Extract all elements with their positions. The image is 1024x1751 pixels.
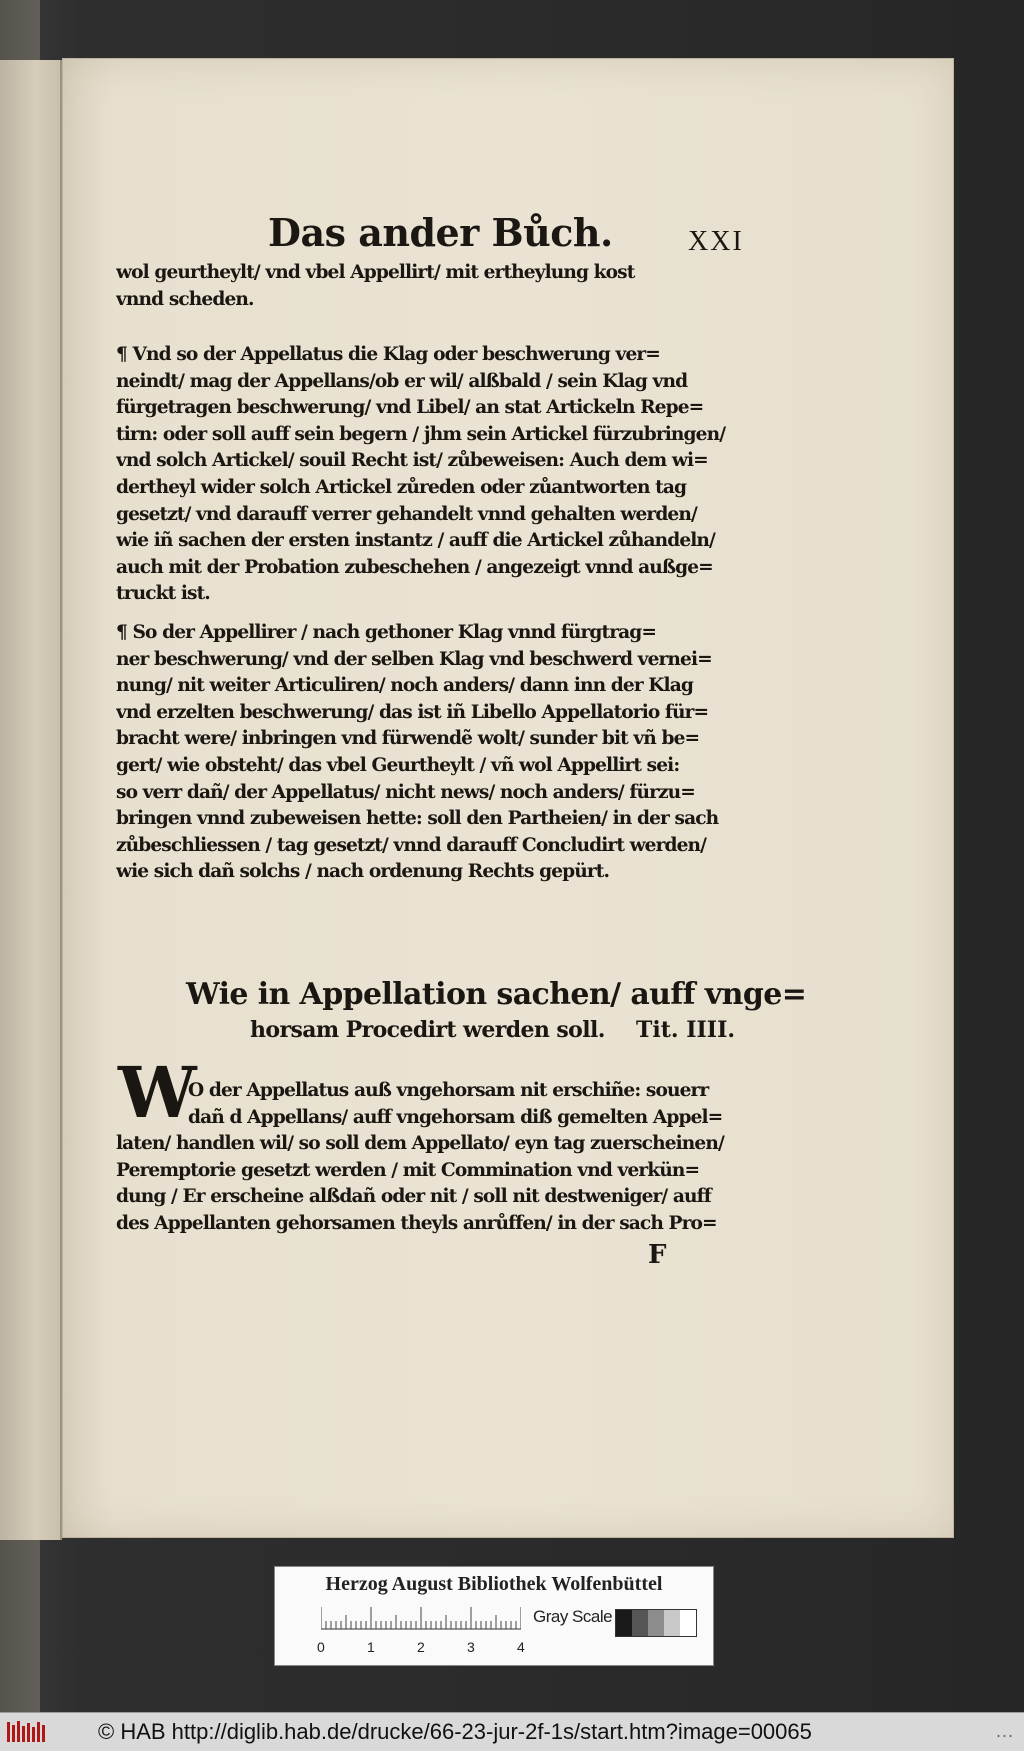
ruler-icon bbox=[321, 1605, 521, 1637]
text-line: Peremptorie gesetzt werden / mit Commination vnd verkün= bbox=[116, 1159, 700, 1181]
footer-url-text[interactable]: © HAB http://diglib.hab.de/drucke/66-23-jur-2f-1s/start.htm?image=00065 bbox=[98, 1719, 812, 1744]
gray-swatch bbox=[616, 1610, 632, 1636]
text-line: vnd solch Artickel/ souil Recht ist/ zůbeweisen: Auch dem wi= bbox=[116, 450, 708, 472]
color-scale-card bbox=[274, 1566, 714, 1666]
heading-line-1: Wie in Appellation sachen/ auff vnge= bbox=[186, 977, 807, 1012]
text-line: wie sich dañ solchs / nach ordenung Rechts gepürt. bbox=[116, 861, 610, 883]
text-block-continuation bbox=[116, 260, 742, 313]
gray-swatch bbox=[648, 1610, 664, 1636]
text-line: fürgetragen beschwerung/ vnd Libel/ an stat Artickeln Repe= bbox=[116, 397, 704, 419]
ruler-label: 0 bbox=[317, 1639, 325, 1655]
library-name: Herzog August Bibliothek Wolfenbüttel bbox=[325, 1573, 663, 1595]
ruler-label: 4 bbox=[517, 1639, 525, 1655]
section-heading bbox=[186, 975, 807, 1045]
drop-cap-initial: W bbox=[118, 1051, 197, 1134]
footer-bar bbox=[0, 1712, 1024, 1751]
more-icon[interactable]: ... bbox=[995, 1721, 1014, 1741]
gray-swatch bbox=[680, 1610, 696, 1636]
text-line: ¶ So der Appellirer / nach gethoner Klag vnnd fürgtrag= bbox=[116, 622, 657, 643]
text-line: dung / Er erscheine alßdañ oder nit / soll nit destweniger/ auff bbox=[116, 1186, 711, 1208]
paragraph-vngehorsam bbox=[116, 1078, 742, 1238]
text-line: des Appellanten gehorsamen theyls anrůffen/ in der sach Pro= bbox=[116, 1212, 717, 1234]
text-line: laten/ handlen wil/ so soll dem Appellato/ eyn tag zuerscheinen/ bbox=[116, 1133, 724, 1155]
text-line: bringen vnnd zubeweisen hette: soll den Partheien/ in der sach bbox=[116, 808, 719, 830]
text-line: dañ d Appellans/ auff vngehorsam diß gemelten Appel= bbox=[188, 1106, 723, 1128]
ruler-label: 2 bbox=[417, 1639, 425, 1655]
running-head: Das ander Bůch. bbox=[268, 210, 613, 255]
ruler-label: 3 bbox=[467, 1639, 475, 1655]
gray-scale-swatches bbox=[615, 1609, 697, 1637]
text-line: bracht were/ inbringen vnd fürwendẽ wolt/ sunder bit vñ be= bbox=[116, 728, 700, 750]
text-line: ner beschwerung/ vnd der selben Klag vnd beschwerd vernei= bbox=[116, 648, 712, 670]
text-line: nung/ nit weiter Articuliren/ noch anders/ dann inn der Klag bbox=[116, 675, 693, 697]
text-line: dertheyl wider solch Artickel zůreden oder zůantworten tag bbox=[116, 476, 687, 498]
paragraph-appellirer bbox=[116, 620, 742, 886]
title-number: Tit. IIII. bbox=[636, 1017, 736, 1043]
text-line: O der Appellatus auß vngehorsam nit erschiñe: souerr bbox=[188, 1080, 709, 1101]
heading-line-2: horsam Procedirt werden soll. bbox=[250, 1017, 605, 1043]
previous-page-edge bbox=[0, 60, 62, 1540]
text-line: tirn: oder soll auff sein begern / jhm sein Artickel fürzubringen/ bbox=[116, 423, 726, 445]
text-line: gert/ wie obsteht/ das vbel Geurtheylt / vñ wol Appellirt sei: bbox=[116, 754, 680, 776]
gray-scale-label: Gray Scale bbox=[533, 1607, 613, 1626]
text-line: so verr dañ/ der Appellatus/ nicht news/ noch anders/ fürzu= bbox=[116, 781, 695, 803]
gray-swatch bbox=[664, 1610, 680, 1636]
text-line: gesetzt/ vnd darauff verrer gehandelt vnnd gehalten werden/ bbox=[116, 503, 697, 525]
folio-number: XXI bbox=[688, 226, 744, 257]
signature-mark: F bbox=[648, 1240, 667, 1270]
text-line: auch mit der Probation zubeschehen / angezeigt vnnd außge= bbox=[116, 556, 713, 578]
text-line: ¶ Vnd so der Appellatus die Klag oder beschwerung ver= bbox=[116, 344, 660, 365]
text-line: wol geurtheylt/ vnd vbel Appellirt/ mit ertheylung kost bbox=[116, 262, 635, 283]
text-line: zůbeschliessen / tag gesetzt/ vnnd darauff Concludirt werden/ bbox=[116, 834, 707, 856]
text-line: vnd erzelten beschwerung/ das ist iñ Libello Appellatorio für= bbox=[116, 701, 709, 723]
text-line: vnnd scheden. bbox=[116, 288, 254, 310]
text-line: wie iñ sachen der ersten instantz / auff die Artickel zůhandeln/ bbox=[116, 530, 715, 552]
hab-logo-icon bbox=[6, 1719, 46, 1745]
paragraph-appellatus bbox=[116, 342, 742, 608]
gray-swatch bbox=[632, 1610, 648, 1636]
text-line: truckt ist. bbox=[116, 583, 210, 605]
ruler-label: 1 bbox=[367, 1639, 375, 1655]
text-line: neindt/ mag der Appellans/ob er wil/ alßbald / sein Klag vnd bbox=[116, 370, 688, 392]
